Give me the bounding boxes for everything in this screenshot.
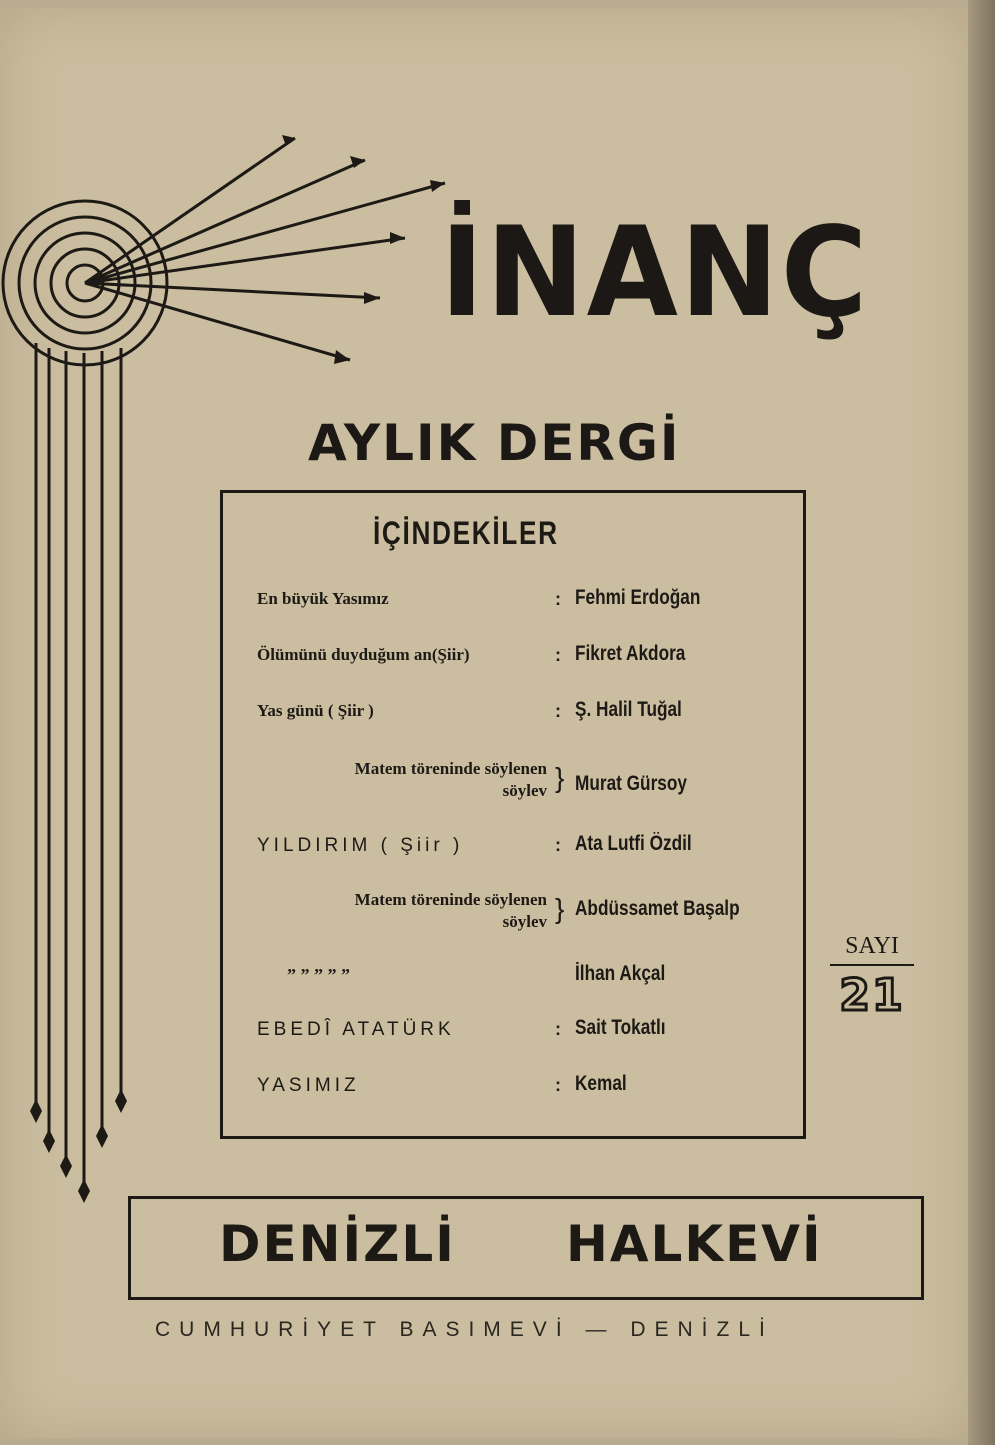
entry-author: Sait Tokatlı [575, 1016, 666, 1039]
entry-title: En büyük Yasımız [257, 589, 389, 608]
table-of-contents [220, 490, 806, 1139]
entry-author: Ş. Halil Tuğal [575, 698, 682, 721]
page-edge [968, 0, 995, 1445]
entry-author: Kemal [575, 1072, 627, 1095]
publisher-name: HALKEVİ [566, 1215, 823, 1273]
issue-number: 21 [839, 970, 905, 1021]
issue-box [830, 933, 914, 1021]
issue-divider [830, 964, 914, 966]
entry-separator: : [555, 835, 561, 855]
entry-title: EBEDÎ ATATÜRK [257, 1019, 455, 1040]
entry-author: Ata Lutfi Özdil [575, 832, 692, 855]
printer-line: CUMHURİYET BASIMEVİ — DENİZLİ [155, 1318, 774, 1341]
entry-title-line: Matem töreninde söylenen [354, 759, 547, 778]
entry-title: YILDIRIM ( Şiir ) [257, 835, 464, 856]
entry-author: Fehmi Erdoğan [575, 586, 701, 609]
entry-title-line: Matem töreninde söylenen [354, 890, 547, 909]
entry-separator: : [555, 589, 561, 609]
ditto-marks: ” ” ” ” ” [287, 965, 350, 985]
entry-title: Yas günü ( Şiir ) [257, 701, 374, 720]
entry-separator: : [555, 701, 561, 721]
entry-separator: : [555, 1075, 561, 1095]
entry-separator: : [555, 645, 561, 665]
magazine-cover [0, 8, 970, 1438]
entry-title [257, 889, 547, 933]
entry-title: Ölümünü duyduğum an(Şiir) [257, 645, 470, 664]
magazine-title: İNANÇ [440, 199, 870, 345]
entry-bracket: } [555, 762, 565, 793]
entry-author: Fikret Akdora [575, 642, 686, 665]
publisher-banner [128, 1196, 924, 1300]
magazine-subtitle: AYLIK DERGİ [308, 414, 681, 472]
contents-heading: İÇİNDEKİLER [373, 515, 559, 551]
entry-author: Murat Gürsoy [575, 772, 687, 795]
entry-separator: : [555, 1019, 561, 1039]
entry-title-line: söylev [502, 912, 547, 931]
entry-author: Abdüssamet Başalp [575, 897, 740, 920]
entry-bracket: } [555, 893, 565, 924]
issue-label: SAYI [845, 933, 899, 959]
entry-title-line: söylev [502, 781, 547, 800]
entry-title: YASIMIZ [257, 1075, 360, 1096]
publisher-city: DENİZLİ [219, 1215, 456, 1273]
entry-author: İlhan Akçal [575, 962, 666, 985]
entry-title [257, 758, 547, 802]
